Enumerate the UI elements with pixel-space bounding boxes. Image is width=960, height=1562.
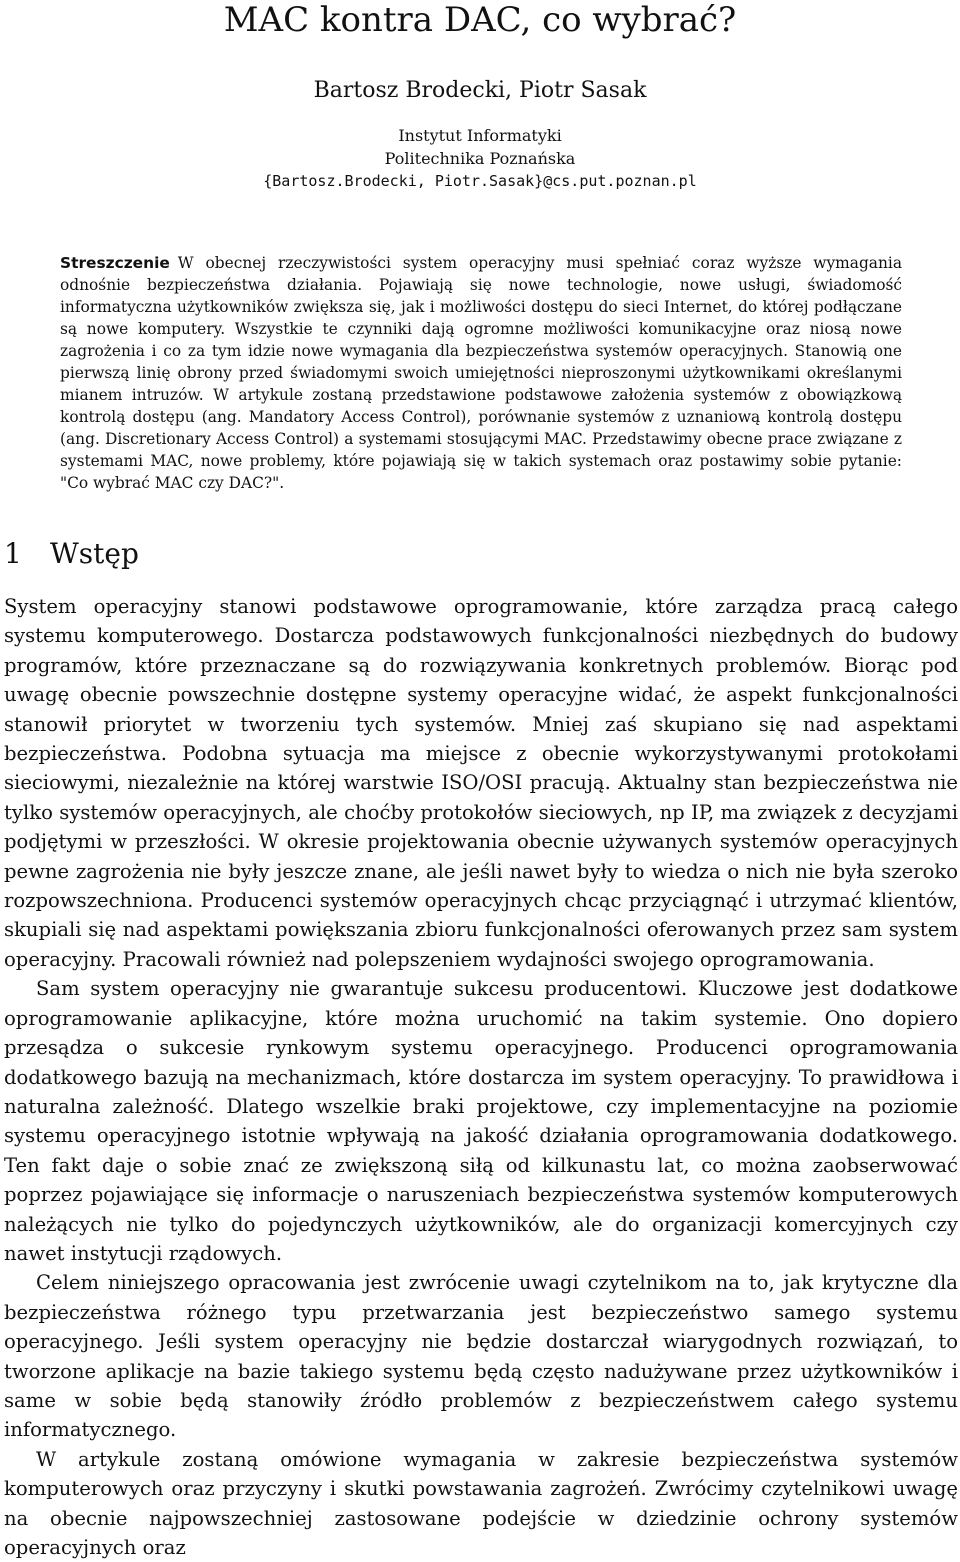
affiliation-email: {Bartosz.Brodecki, Piotr.Sasak}@cs.put.poznan.pl xyxy=(263,172,697,190)
section-title: Wstęp xyxy=(50,537,139,570)
body-paragraph: Celem niniejszego opracowania jest zwrócenie uwagi czytelnikom na to, jak krytyczne dla bezpieczeństwa różnego typu przetwarzania jest bezpieczeństwo samego systemu operacyjnego. Jeśli system operacyjny nie będzie dostarczał wiarygodnych rozwiązań, to tworzone aplikacje na bazie takiego systemu będą często nadużywane przez użytkowników i same w sobie będą stanowiły źródło problemów z bezpieczeństwem całego systemu informatycznego. xyxy=(4,1271,958,1442)
affiliation-university: Politechnika Poznańska xyxy=(384,149,576,168)
abstract-keyword: Streszczenie xyxy=(60,254,170,272)
body-paragraph: W artykule zostaną omówione wymagania w zakresie bezpieczeństwa systemów komputerowych oraz przyczyny i skutki powstawania zagrożeń. Zwrócimy czytelnikowi uwagę na obecnie najpowszechniej zastosowane podejście w dziedzinie ochrony systemów operacyjnych oraz xyxy=(4,1447,958,1559)
section-number: 1 xyxy=(4,537,22,570)
section-body xyxy=(4,592,958,1562)
body-paragraph: Sam system operacyjny nie gwarantuje sukcesu producentowi. Kluczowe jest dodatkowe oprogramowanie aplikacyjne, które można uruchomić na takim systemie. Ono dopiero przesądza o sukcesie rynkowym systemu operacyjnego. Producenci oprogramowania dodatkowego bazują na mechanizmach, które dostarcza im system operacyjny. To prawidłowa i naturalna zależność. Dlatego wszelkie braki projektowe, czy implementacyjne na poziomie systemu operacyjnego istotnie wpływają na jakość działania oprogramowania dodatkowego. Ten fakt daje o sobie znać ze zwiększoną siłą od kilkunastu lat, co można zaobserwować poprzez pojawiające się informacje o naruszeniach bezpieczeństwa systemów komputerowych należących nie tylko do pojedynczych użytkowników, ale do organizacji komercyjnych czy nawet instytucji rządowych. xyxy=(4,977,958,1265)
abstract-text: W obecnej rzeczywistości system operacyjny musi spełniać coraz wyższe wymagania odnośnie bezpieczeństwa działania. Pojawiają się nowe technologie, nowe usługi, świadomość informatyczna użytkowników zwiększa się, jak i możliwości dostępu do sieci Internet, do której podłączane są nowe komputery. Wszystkie te czynniki dają ogromne możliwości komunikacyjne oraz niosą nowe zagrożenia i co za tym idzie nowe wymagania dla bezpieczeństwa systemów operacyjnych. Stanowią one pierwszą linię obrony przed świadomymi swoich umiejętności nieproszonymi użytkownikami określanymi mianem intruzów. W artykule zostaną przedstawione podstawowe założenia systemów z obowiązkową kontrolą dostępu (ang. Mandatory Access Control), porównanie systemów z uznaniową kontrolą dostępu (ang. Discretionary Access Control) a systemami stosującymi MAC. Przedstawimy obecne prace związane z systemami MAC, nowe problemy, które pojawiają się w takich systemach oraz postawimy sobie pytanie: "Co wybrać MAC czy DAC?". xyxy=(60,254,902,492)
section-heading xyxy=(4,534,139,574)
affiliation-institute: Instytut Informatyki xyxy=(398,126,562,145)
paper-authors: Bartosz Brodecki, Piotr Sasak xyxy=(313,78,647,103)
affiliation-block xyxy=(0,124,960,193)
body-paragraph: System operacyjny stanowi podstawowe oprogramowanie, które zarządza pracą całego systemu komputerowego. Dostarcza podstawowych funkcjonalności niezbędnych do budowy programów, które przeznaczane są do rozwiązywania konkretnych problemów. Biorąc pod uwagę obecnie powszechnie dostępne systemy operacyjne widać, że aspekt funkcjonalności stanowił priorytet w tworzeniu tych systemów. Mniej zaś skupiano się nad aspektami bezpieczeństwa. Podobna sytuacja ma miejsce z obecnie wykorzystywanymi protokołami sieciowymi, niezależnie na której warstwie ISO/OSI pracują. Aktualny stan bezpieczeństwa nie tylko systemów operacyjnych, ale choćby protokołów sieciowych, np IP, ma związek z decyzjami podjętymi w przeszłości. W okresie projektowania obecnie używanych systemów operacyjnych pewne zagrożenia nie były jeszcze znane, ale jeśli nawet były to wiedza o nich nie była szeroko rozpowszechniona. Producenci systemów operacyjnych chcąc przyciągnąć i utrzymać klientów, skupiali się nad aspektami powiększania zbioru funkcjonalności oferowanych przez sam system operacyjny. Pracowali również nad polepszeniem wydajności swojego oprogramowania. xyxy=(4,595,958,971)
abstract xyxy=(60,252,902,494)
paper-title: MAC kontra DAC, co wybrać? xyxy=(223,0,737,40)
